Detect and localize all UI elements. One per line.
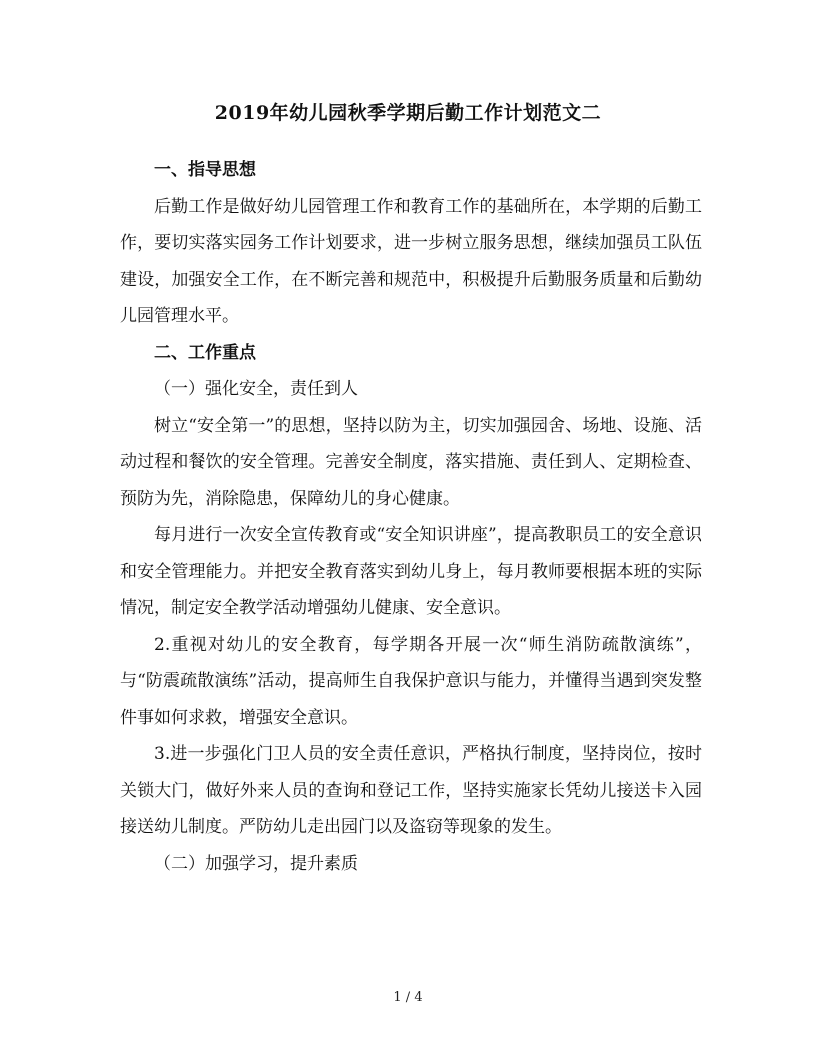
- subheading-strengthen-safety: （一）强化安全，责任到人: [154, 379, 358, 399]
- page-number: 1 / 4: [393, 990, 423, 1005]
- paragraph-guiding-ideology: 后勤工作是做好幼儿园管理工作和教育工作的基础所在，本学期的后勤工作，要切实落实园务工作计划要求，进一步树立服务思想，继续加强员工队伍建设，加强安全工作，在不断完善和规范中，积极提升后勤服务质量和后勤幼儿园管理水平。: [120, 196, 702, 326]
- paragraph-guard-responsibility: 3.进一步强化门卫人员的安全责任意识，严格执行制度，坚持岗位，按时关锁大门，做好外来人员的查询和登记工作，坚持实施家长凭幼儿接送卡入园接送幼儿制度。严防幼儿走出园门以及盗窃等现象的发生。: [120, 744, 702, 837]
- section-heading-work-focus: 二、工作重点: [154, 342, 256, 363]
- paragraph-safety-first: 树立“安全第一”的思想，坚持以防为主，切实加强园舍、场地、设施、活动过程和餐饮的安全管理。完善安全制度，落实措施、责任到人、定期检查、预防为先，消除隐患，保障幼儿的身心健康。: [120, 415, 702, 509]
- paragraph-monthly-safety-education: 每月进行一次安全宣传教育或“安全知识讲座”，提高教职员工的安全意识和安全管理能力。并把安全教育落实到幼儿身上，每月教师要根据本班的实际情况，制定安全教学活动增强幼儿健康、安全意识。: [120, 525, 702, 618]
- section-heading-guiding-ideology: 一、指导思想: [154, 160, 256, 180]
- paragraph-child-safety-education: 2.重视对幼儿的安全教育，每学期各开展一次“师生消防疏散演练”，与“防震疏散演练”活动，提高师生自我保护意识与能力，并懂得当遇到突发整件事如何求救，增强安全意识。: [120, 634, 702, 728]
- document-body: [120, 152, 702, 882]
- subheading-strengthen-learning: （二）加强学习，提升素质: [154, 853, 358, 874]
- document-title: 2019年幼儿园秋季学期后勤工作计划范文二: [214, 102, 602, 124]
